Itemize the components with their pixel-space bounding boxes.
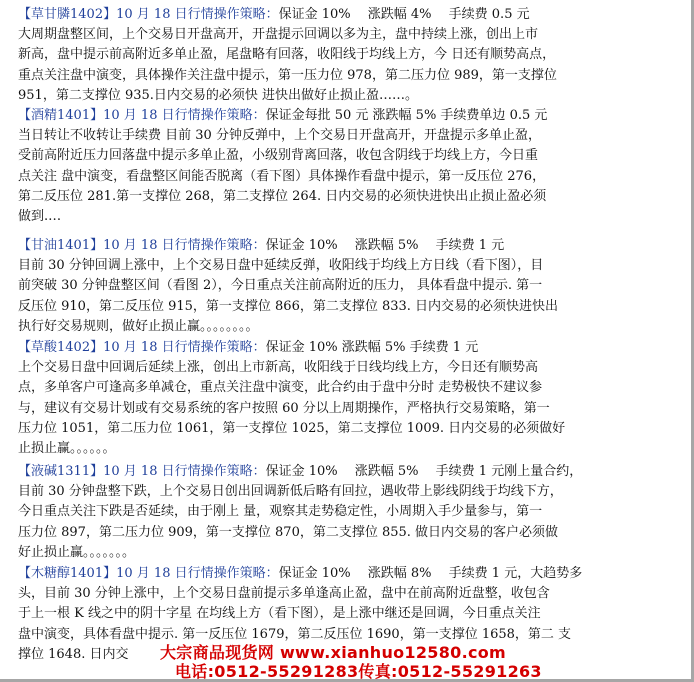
section-header [18, 564, 582, 583]
bracket-close: 】 [103, 7, 117, 22]
section-header [18, 106, 547, 125]
bracket-close: 】 [90, 108, 104, 123]
bracket-open: 【 [18, 566, 32, 581]
watermark-contact: 电话:0512-55291283传真:0512-55291263 [175, 662, 542, 681]
paragraph-line: 止损止赢。。。。。。 [18, 441, 116, 456]
contract-name: 酒精1401 [31, 108, 91, 123]
paragraph-line: 好止损止赢。。。。。。。 [18, 544, 136, 560]
paragraph-line: 执行好交易规则，做好止损止赢。。。。。。。。 [18, 318, 259, 334]
paragraph-line: 受前高附近压力回落盘中提示多单止盈，小级别背离回落，收包含阴线于均线上方，今日重 [18, 148, 539, 164]
bracket-open: 【 [18, 464, 32, 479]
paragraph-line: 951，第二支撑位 935.日内交易的必须快 进快出做好止损止盈……。 [18, 87, 419, 103]
section-header [18, 462, 582, 481]
paragraph-line: 与，建议有交易计划或有交易系统的客户按照 60 分以上周期操作，严格执行交易策略，第一 [18, 400, 550, 416]
watermark-site: 大宗商品现货网 www.xianhuo12580.com [160, 643, 507, 662]
trading-terms: 保证金 10% 涨跌幅 4% 手续费 0.5 元 [278, 7, 530, 22]
contract-name: 甘油1401 [31, 238, 91, 253]
bracket-close: 】 [90, 340, 104, 355]
paragraph-line: 压力位 1051，第二压力位 1061，第一支撑位 1025，第二支撑位 1009. 日内交易的必须做好 [18, 420, 566, 436]
trading-terms: 保证金 10% 涨跌幅 5% 手续费 1 元 [265, 238, 505, 253]
contract-name: 草甘膦1402 [31, 7, 104, 22]
paragraph-line: 做到.… [18, 209, 62, 224]
paragraph-line: 目前 30 分钟回调上涨中，上个交易日盘中延续反弹，收阳线于均线上方日线（看下图），目 [18, 258, 544, 274]
section-header [18, 338, 478, 357]
bracket-open: 【 [18, 108, 32, 123]
paragraph-line: 今日重点关注下跌是否延续，由于刚上 量，观察其走势稳定性，小周期入手少量参与，第一 [18, 504, 543, 520]
strategy-title: 10 月 18 日行情操作策略： [103, 340, 266, 355]
bracket-open: 【 [18, 238, 32, 253]
contract-name: 液碱1311 [31, 464, 91, 479]
paragraph-line: 盘中演变，具体看盘中提示. 第一反压位 1679，第二反压位 1690，第一支撑位 1658，第二 支 [18, 626, 572, 642]
trading-terms: 保证金 10% 涨跌幅 8% 手续费 1 元，大趋势多 [278, 566, 583, 581]
paragraph-line: 于上一根 K 线之中的阴十字星 在均线上方（看下图），是上涨中继还是回调，今日重点关注 [18, 606, 541, 622]
paragraph-line: 当日转让不收转让手续费 目前 30 分钟反弹中，上个交易日开盘高开，开盘提示多单止盈， [18, 128, 541, 144]
paragraph-line: 点，多单客户可逢高多单减仓，重点关注盘中演变，此合约由于盘中分时 走势极快不建议参 [18, 380, 543, 396]
paragraph-line: 上个交易日盘中回调后延续上涨，创出上市新高，收阳线于日线均线上方，今日还有顺势高 [18, 360, 539, 376]
strategy-title: 10 月 18 日行情操作策略： [116, 566, 279, 581]
paragraph-line: 压力位 897，第二压力位 909，第一支撑位 870，第二支撑位 855. 做日内交易的客户必须做 [18, 524, 559, 540]
paragraph-line: 撑位 1648. 日内交 [18, 646, 129, 662]
section-header [18, 236, 504, 255]
paragraph-line: 前突破 30 分钟盘整区间（看图 2），今日重点关注前高附近的压力， 具体看盘中提示. 第一 [18, 278, 543, 294]
paragraph-line: 点关注 盘中演变，看盘整区间能否脱离（看下图）具体操作看盘中提示，第一反压位 276， [18, 168, 546, 184]
bracket-open: 【 [18, 340, 32, 355]
strategy-title: 10 月 18 日行情操作策略： [103, 238, 266, 253]
trading-terms: 保证金 10% 涨跌幅 5% 手续费 1 元 [265, 340, 479, 355]
paragraph-line: 重点关注盘中演变，具体操作关注盘中提示，第一压力位 978，第二压力位 989，第一支撑位 [18, 67, 557, 83]
bracket-close: 】 [90, 238, 104, 253]
strategy-title: 10 月 18 日行情操作策略： [103, 108, 266, 123]
strategy-title: 10 月 18 日行情操作策略： [103, 464, 266, 479]
paragraph-line: 反压位 910，第二反压位 915，第一支撑位 866，第二支撑位 833. 日内交易的必须快进快出 [18, 298, 559, 314]
paragraph-line: 大周期盘整区间，上个交易日开盘高开，开盘提示回调以多为主，盘中持续上涨，创出上市 [18, 27, 539, 43]
trading-terms: 保证金每批 50 元 涨跌幅 5% 手续费单边 0.5 元 [265, 108, 548, 123]
bracket-open: 【 [18, 7, 32, 22]
contract-name: 木糖醇1401 [31, 566, 104, 581]
paragraph-line: 头，目前 30 分钟上涨中，上个交易日盘前提示多单逢高止盈，盘中在前高附近盘整，收包含 [18, 586, 550, 602]
paragraph-line: 新高，盘中提示前高附近多单止盈，尾盘略有回落，收阳线于均线上方，今 日还有顺势高点， [18, 47, 556, 63]
paragraph-line: 第二反压位 281.第一支撑位 268，第二支撑位 264. 日内交易的必须快进快出止损止盈必须 [18, 188, 547, 204]
bracket-close: 】 [103, 566, 117, 581]
bracket-close: 】 [90, 464, 104, 479]
trading-terms: 保证金 10% 涨跌幅 5% 手续费 1 元刚上量合约， [265, 464, 583, 479]
section-header [18, 5, 530, 24]
contract-name: 草酸1402 [31, 340, 91, 355]
strategy-title: 10 月 18 日行情操作策略： [116, 7, 279, 22]
paragraph-line: 目前 30 分钟盘整下跌，上个交易日创出回调新低后略有回拉，遇收带上影线阴线于均线下方， [18, 484, 563, 500]
